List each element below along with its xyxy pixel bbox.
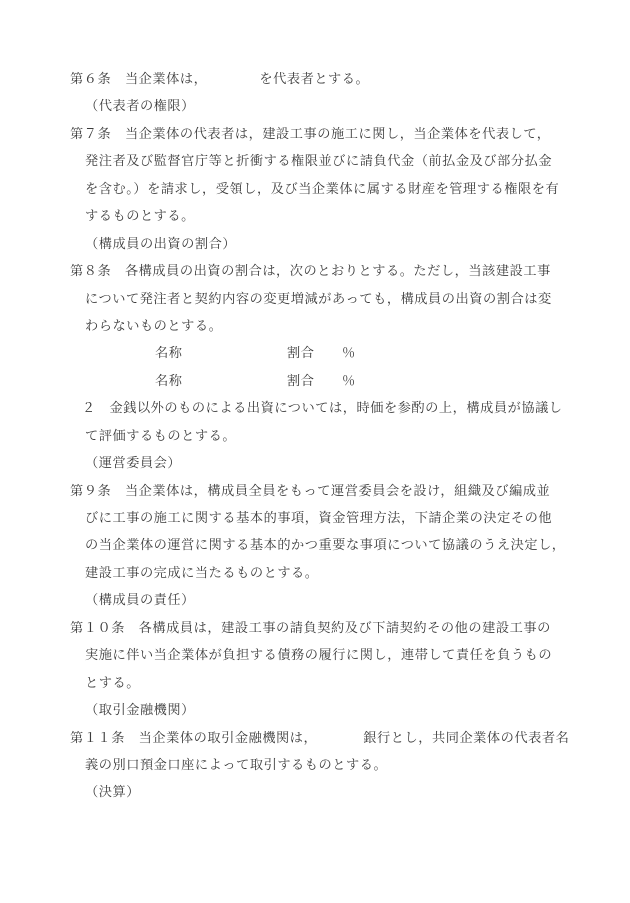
caption-member-responsibility: （構成員の責任）	[85, 593, 195, 609]
article-8-paragraph-2-cont: て評価するものとする。	[85, 428, 237, 444]
article-6-text-before: 第６条 当企業体は，	[70, 72, 208, 87]
article-11-text-before: 第１１条 当企業体の取引金融機関は，	[70, 730, 318, 746]
article-9-cont-3: 建設工事の完成に当たるものとする。	[85, 565, 319, 581]
article-line-9: 第９条 当企業体は，構成員全員をもって運営委員会を設け，組織及び編成並	[70, 483, 551, 499]
allotment-ratio-label-2: 割合	[287, 373, 315, 389]
article-8-paragraph-2: ２ 金銭以外のものによる出資については，時価を参酌の上，構成員が協議し	[82, 401, 563, 417]
article-line-6	[70, 66, 562, 93]
caption-management-committee: （運営委員会）	[85, 456, 182, 472]
allotment-row-1	[70, 340, 562, 367]
allotment-name-label-1: 名称	[155, 346, 183, 362]
article-8-cont-1: について発注者と契約内容の変更増減があっても，構成員の出資の割合は変	[85, 291, 552, 307]
document-text-body	[70, 66, 570, 807]
article-line-10: 第１０条 各構成員は，建設工事の請負契約及び下請契約その他の建設工事の	[70, 620, 551, 636]
article-line-7: 第７条 当企業体の代表者は，建設工事の施工に関し，当企業体を代表して，	[70, 126, 551, 142]
article-line-8: 第８条 各構成員の出資の割合は，次のとおりとする。ただし，当該建設工事	[70, 264, 551, 280]
article-9-cont-1: びに工事の施工に関する基本的事項，資金管理方法，下請企業の決定その他	[85, 511, 553, 526]
article-6-text-after: を代表者とする。	[259, 72, 370, 87]
allotment-percent-sign-1: ％	[342, 346, 356, 362]
article-7-cont-3: するものとする。	[85, 209, 195, 225]
caption-financial-institution: （取引金融機関）	[85, 703, 195, 719]
allotment-ratio-label-1: 割合	[287, 346, 315, 362]
caption-member-contribution-ratio: （構成員の出資の割合）	[85, 236, 237, 252]
article-11-text-after: 銀行とし，共同企業体の代表者名	[363, 730, 570, 746]
article-10-cont-2: とする。	[85, 675, 140, 691]
article-9-cont-2: の当企業体の運営に関する基本的かつ重要な事項について協議のうえ決定し，	[85, 538, 566, 554]
allotment-name-label-2: 名称	[155, 373, 183, 389]
caption-settlement: （決算）	[85, 785, 140, 801]
allotment-percent-sign-2: ％	[342, 373, 356, 389]
article-7-cont-1: 発注者及び監督官庁等と折衝する権限並びに請負代金（前払金及び部分払金	[85, 154, 553, 170]
article-8-cont-2: わらないものとする。	[85, 318, 223, 334]
article-7-cont-2: を含む。）を請求し，受領し，及び当企業体に属する財産を管理する権限を有	[85, 181, 560, 197]
allotment-row-2	[70, 368, 562, 395]
caption-representative-authority: （代表者の権限）	[85, 99, 195, 115]
article-11-cont-1: 義の別口預金口座によって取引するものとする。	[85, 757, 388, 773]
article-line-11	[70, 725, 570, 752]
article-10-cont-1: 実施に伴い当企業体が負担する債務の履行に関し，連帯して責任を負うもの	[85, 648, 553, 664]
